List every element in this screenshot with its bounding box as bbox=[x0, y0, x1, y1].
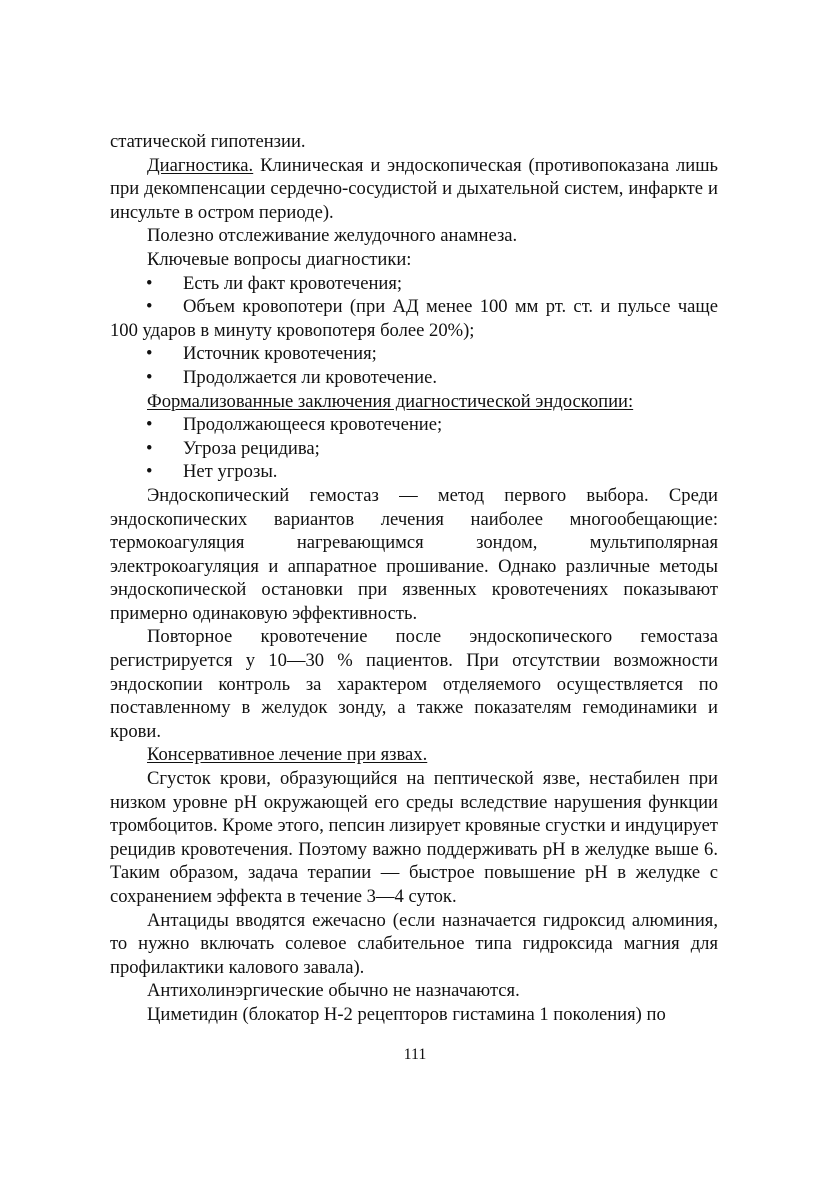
page-text bbox=[110, 130, 718, 1027]
list-item bbox=[110, 342, 718, 366]
bullet-icon: • bbox=[146, 296, 153, 318]
list-item-text: Объем кровопотери (при АД менее 100 мм рт. ст. и пульсе чаще 100 ударов в минуту кровопотеря более 20%); bbox=[110, 296, 718, 341]
paragraph-anticholinergic: Антихолинэргические обычно не назначаются. bbox=[147, 980, 520, 1002]
paragraph-diagnostics bbox=[110, 154, 718, 225]
heading-diagnostics: Диагностика. bbox=[147, 154, 254, 176]
bullet-icon: • bbox=[146, 272, 153, 294]
paragraph-antacids: Антациды вводятся ежечасно (если назначается гидроксид алюминия, то нужно включать солевое слабительное типа гидроксида магния для профилактики калового завала). bbox=[110, 909, 718, 978]
list-item-text: Угроза рецидива; bbox=[183, 437, 320, 459]
paragraph-cimetidine: Циметидин (блокатор Н-2 рецепторов гистамина 1 поколения) по bbox=[147, 1003, 666, 1025]
list-item-text: Продолжается ли кровотечение. bbox=[183, 366, 437, 388]
paragraph-anamnesis: Полезно отслеживание желудочного анамнеза. bbox=[147, 225, 518, 247]
heading-conservative-treatment: Консервативное лечение при язвах. bbox=[147, 744, 428, 766]
paragraph-formalized bbox=[110, 390, 718, 414]
diagnostics-text: Клиническая и эндоскопическая (противопоказана лишь при декомпенсации сердечно-сосудистой и дыхательной систем, инфаркте и инсульте в остром периоде). bbox=[110, 154, 718, 223]
list-item bbox=[110, 272, 718, 296]
list-item-text: Нет угрозы. bbox=[183, 461, 278, 483]
bullet-icon: • bbox=[146, 437, 153, 459]
list-item bbox=[110, 460, 718, 484]
list-item-text: Источник кровотечения; bbox=[183, 343, 377, 365]
bullet-icon: • bbox=[146, 366, 153, 388]
paragraph-key-questions: Ключевые вопросы диагностики: bbox=[147, 248, 412, 270]
paragraph-repeat-bleeding: Повторное кровотечение после эндоскопического гемостаза регистрируется у 10—30 % пациентов. При отсутствии возможности эндоскопии контроль за характером отделяемого осуществляется по поставленному в желудок зонду, а также показателям гемодинамики и крови. bbox=[110, 626, 718, 742]
list-item bbox=[110, 295, 718, 342]
list-item-text: Продолжающееся кровотечение; bbox=[183, 414, 443, 436]
heading-formalized-conclusions: Формализованные заключения диагностической эндоскопии: bbox=[147, 390, 634, 412]
paragraph-continuation: статической гипотензии. bbox=[110, 131, 306, 152]
list-item bbox=[110, 437, 718, 461]
page-number: 111 bbox=[403, 1046, 427, 1063]
paragraph-blood-clot: Сгусток крови, образующийся на пептической язве, нестабилен при низком уровне pH окружающей его среды вследствие нарушения функции тромбоцитов. Кроме этого, пепсин лизирует кровяные сгустки и индуцирует рецидив кровотечения. Поэтому важно поддерживать pH в желудке выше 6. Таким образом, задача терапии — быстрое повышение pH в желудке с сохранением эффекта в течение 3—4 суток. bbox=[110, 768, 718, 907]
bullet-icon: • bbox=[146, 461, 153, 483]
bullet-icon: • bbox=[146, 343, 153, 365]
list-item bbox=[110, 413, 718, 437]
paragraph-endoscopic-hemostasis: Эндоскопический гемостаз — метод первого выбора. Среди эндоскопических вариантов лечения наиболее многообещающие: термокоагуляция нагревающимся зондом, мультиполярная электрокоагуляция и аппаратное прошивание. Однако различные методы эндоскопической остановки при язвенных кровотечениях показывают примерно одинаковую эффективность. bbox=[110, 484, 718, 624]
list-item bbox=[110, 366, 718, 390]
list-item-text: Есть ли факт кровотечения; bbox=[183, 272, 403, 294]
paragraph-conservative bbox=[110, 743, 718, 767]
bullet-icon: • bbox=[146, 414, 153, 436]
